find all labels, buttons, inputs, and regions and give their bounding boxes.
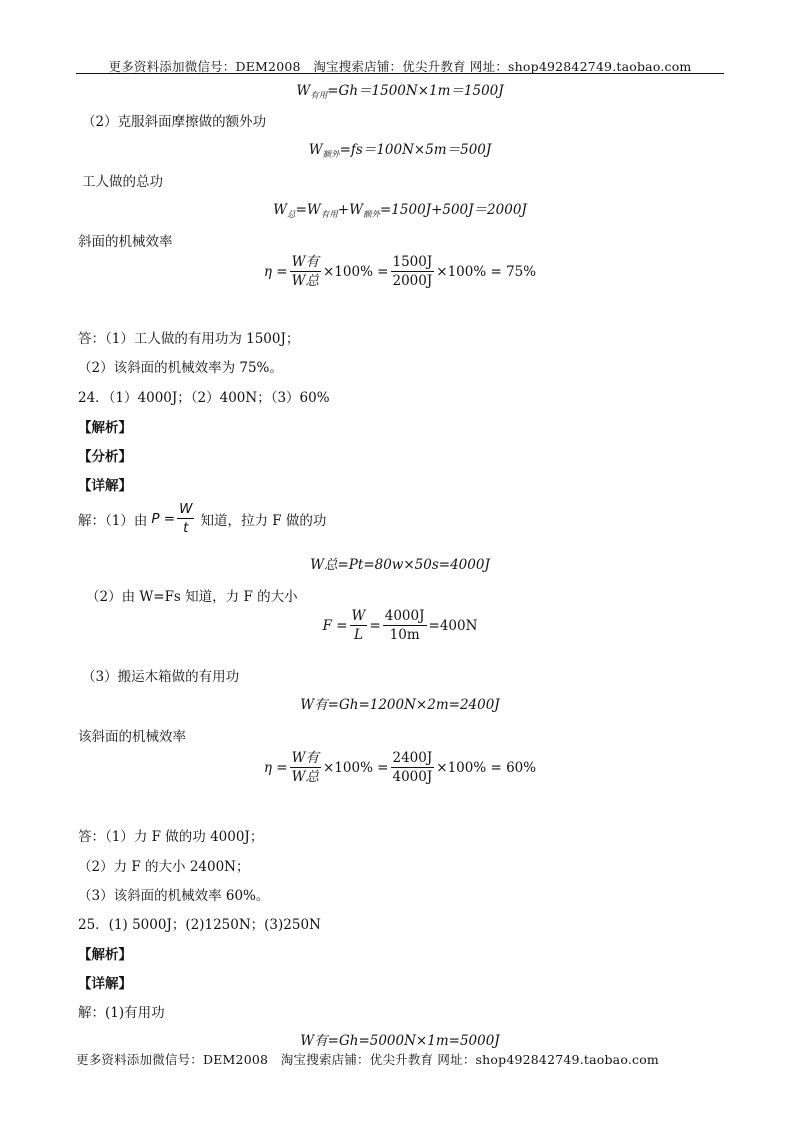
eq-total-work-24: W总=Pt=80w×50s=4000J — [310, 557, 490, 573]
q25-solution-line: 解：(1)有用功 — [78, 1005, 165, 1021]
q24-answer-2: （2）力 F 的大小 2400N； — [78, 859, 250, 875]
q25-title: 25．(1) 5000J；(2)1250N；(3)250N — [78, 917, 321, 933]
eq-extra-work: $W_{额外}=fs=100N\times 5m=500J$ — [308, 142, 492, 160]
q24-solution-line: 解：（1）由 P = $\frac{W}{t}$ 知道，拉力 F 做的功 — [78, 501, 327, 536]
q25-tag-detail: 【详解】 — [78, 976, 132, 992]
page-footer: 更多资料添加微信号：DEM2008 淘宝搜索店铺：优尖升教育 网址：shop492842749.taobao.com — [76, 1052, 659, 1067]
q23-answer-1: 答：（1）工人做的有用功为 1500J； — [78, 331, 300, 347]
eq-useful-work: $W_{有用}=Gh=1500N\times 1m=1500J$ — [296, 83, 504, 101]
q24-eff-label: 该斜面的机械效率 — [78, 729, 186, 745]
q24-title: 24．（1）4000J；（2）400N；（3）60% — [78, 390, 330, 406]
q23-eff-label: 斜面的机械效率 — [78, 234, 173, 250]
eq-useful-work-24: W有=Gh=1200N×2m=2400J — [300, 697, 500, 713]
q23-total-label: 工人做的总功 — [82, 174, 163, 190]
q24-tag-analysis: 【解析】 — [78, 420, 132, 436]
q24-tag-analyze: 【分析】 — [78, 449, 132, 465]
eq-total-work: $W_总=W_{有用}+W_{额外}=1500J+500J=2000J$ — [273, 202, 527, 220]
q24-answer-1: 答：（1）力 F 做的功 4000J； — [78, 829, 264, 845]
q23-part2-label: （2）克服斜面摩擦做的额外功 — [82, 114, 267, 130]
q24-part3-label: （3）搬运木箱做的有用功 — [82, 669, 240, 685]
eq-useful-work-25: W有=Gh=5000N×1m=5000J — [300, 1033, 500, 1049]
q23-answer-2: （2）该斜面的机械效率为 75%。 — [78, 360, 283, 376]
q24-tag-detail: 【详解】 — [78, 478, 132, 494]
header-divider — [76, 73, 724, 74]
page-header: 更多资料添加微信号：DEM2008 淘宝搜索店铺：优尖升教育 网址：shop492842749.taobao.com — [108, 59, 692, 74]
eq-force-24: F = $\frac{W}{L}$ = $\frac{4000J}{10m}$ =400N — [322, 608, 478, 643]
q24-answer-3: （3）该斜面的机械效率 60%。 — [78, 888, 270, 904]
eq-efficiency-23: η = $\frac{\text{W有}}{\text{W总}}$ ×100% = $\frac{1500J}{2000J}$ ×100% = 75% — [263, 254, 537, 289]
q24-part2-label: （2）由 W=Fs 知道，力 F 的大小 — [86, 589, 298, 605]
eq-efficiency-24: η = $\frac{\text{W有}}{\text{W总}}$ ×100% = $\frac{2400J}{4000J}$ ×100% = 60% — [263, 750, 537, 785]
q25-tag-analysis: 【解析】 — [78, 947, 132, 963]
